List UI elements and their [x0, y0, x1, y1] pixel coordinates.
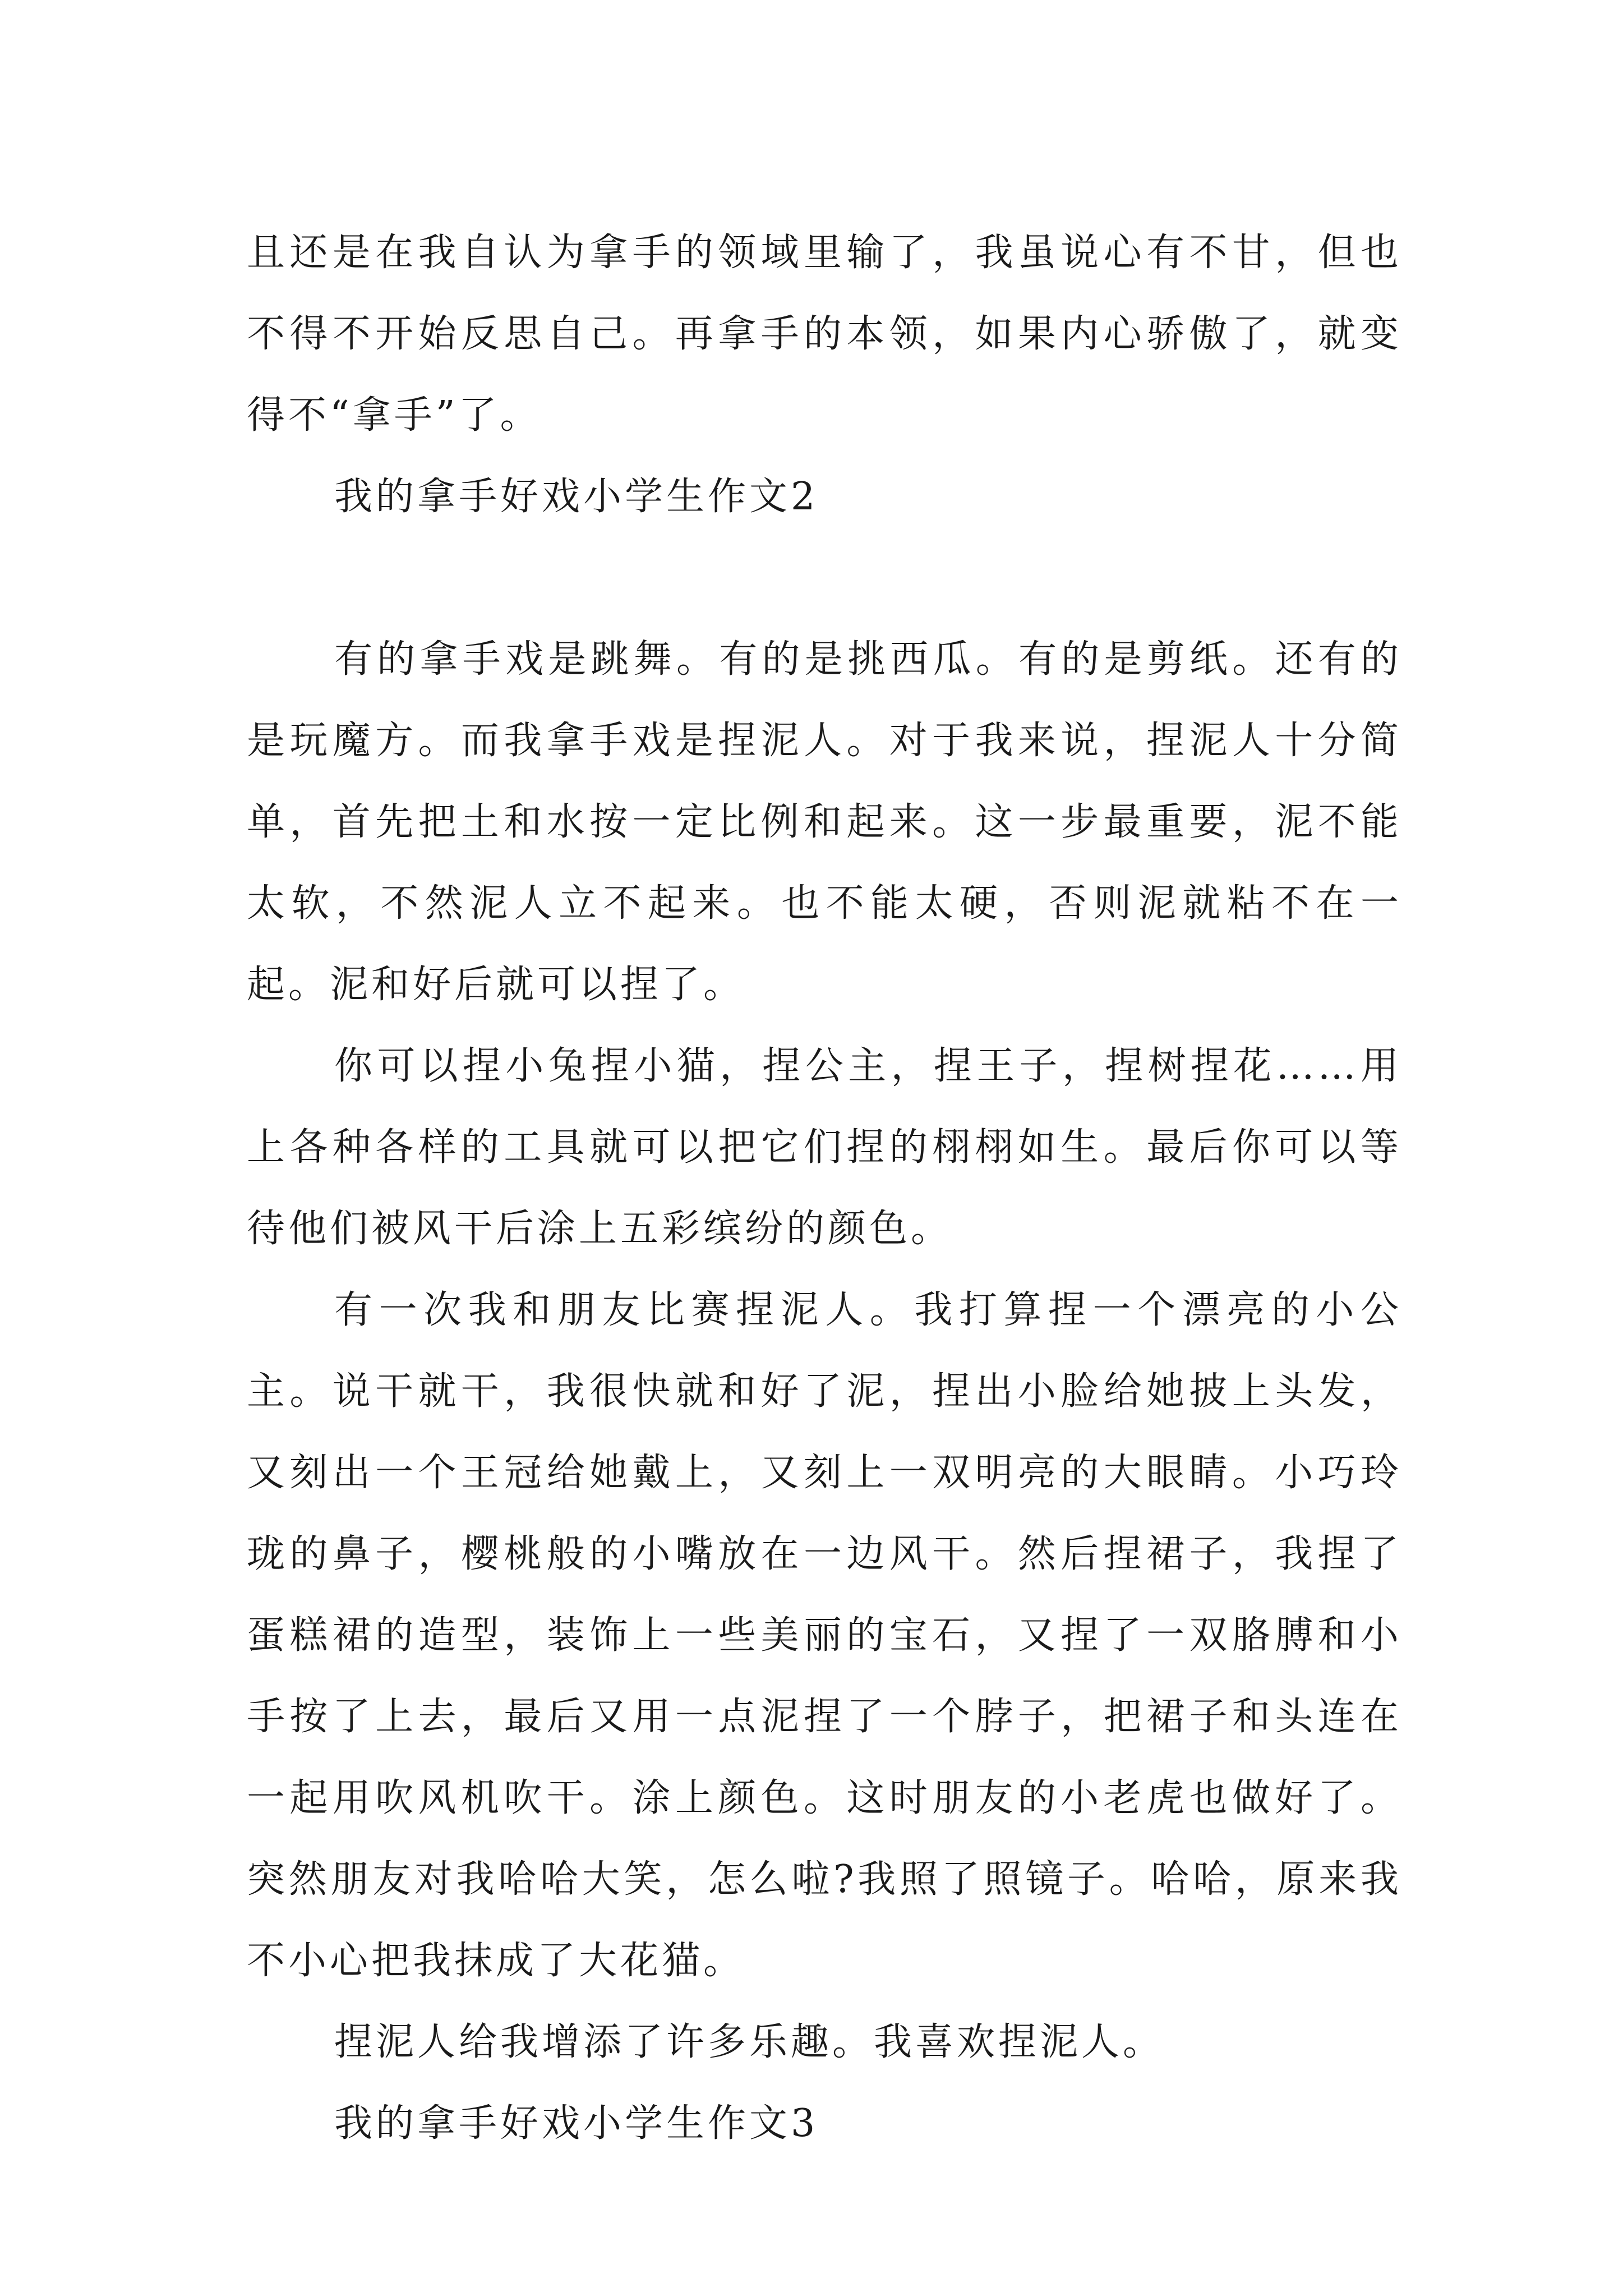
paragraph: 有的拿手戏是跳舞。有的是挑西瓜。有的是剪纸。还有的是玩魔方。而我拿手戏是捏泥人。对于我来说，捏泥人十分简单，首先把土和水按一定比例和起来。这一步最重要，泥不能太软，不然泥人立不起来。也不能太硬，否则泥就粘不在一起。泥和好后就可以捏了。	[247, 637, 1402, 1007]
paragraph: 捏泥人给我增添了许多乐趣。我喜欢捏泥人。	[334, 2020, 1165, 2064]
document-body	[247, 212, 1402, 2164]
paragraph: 有一次我和朋友比赛捏泥人。我打算捏一个漂亮的小公主。说干就干，我很快就和好了泥，捏出小脸给她披上头发，又刻出一个王冠给她戴上，又刻上一双明亮的大眼睛。小巧玲珑的鼻子，樱桃般的小嘴放在一边风干。然后捏裙子，我捏了蛋糕裙的造型，装饰上一些美丽的宝石，又捏了一双胳膊和小手按了上去，最后又用一点泥捏了一个脖子，把裙子和头连在一起用吹风机吹干。涂上颜色。这时朋友的小老虎也做好了。突然朋友对我哈哈大笑，怎么啦?我照了照镜子。哈哈，原来我不小心把我抹成了大花猫。	[247, 1288, 1402, 1983]
essay-heading-2: 我的拿手好戏小学生作文2	[334, 475, 819, 519]
paragraph: 你可以捏小兔捏小猫，捏公主，捏王子，捏树捏花……用上各种各样的工具就可以把它们捏的栩栩如生。最后你可以等待他们被风干后涂上五彩缤纷的颜色。	[247, 1044, 1402, 1251]
essay-heading-3: 我的拿手好戏小学生作文3	[334, 2101, 819, 2146]
paragraph-continuation: 且还是在我自认为拿手的领域里输了，我虽说心有不甘，但也不得不开始反思自己。再拿手的本领，如果内心骄傲了，就变得不“拿手”了。	[247, 231, 1402, 438]
